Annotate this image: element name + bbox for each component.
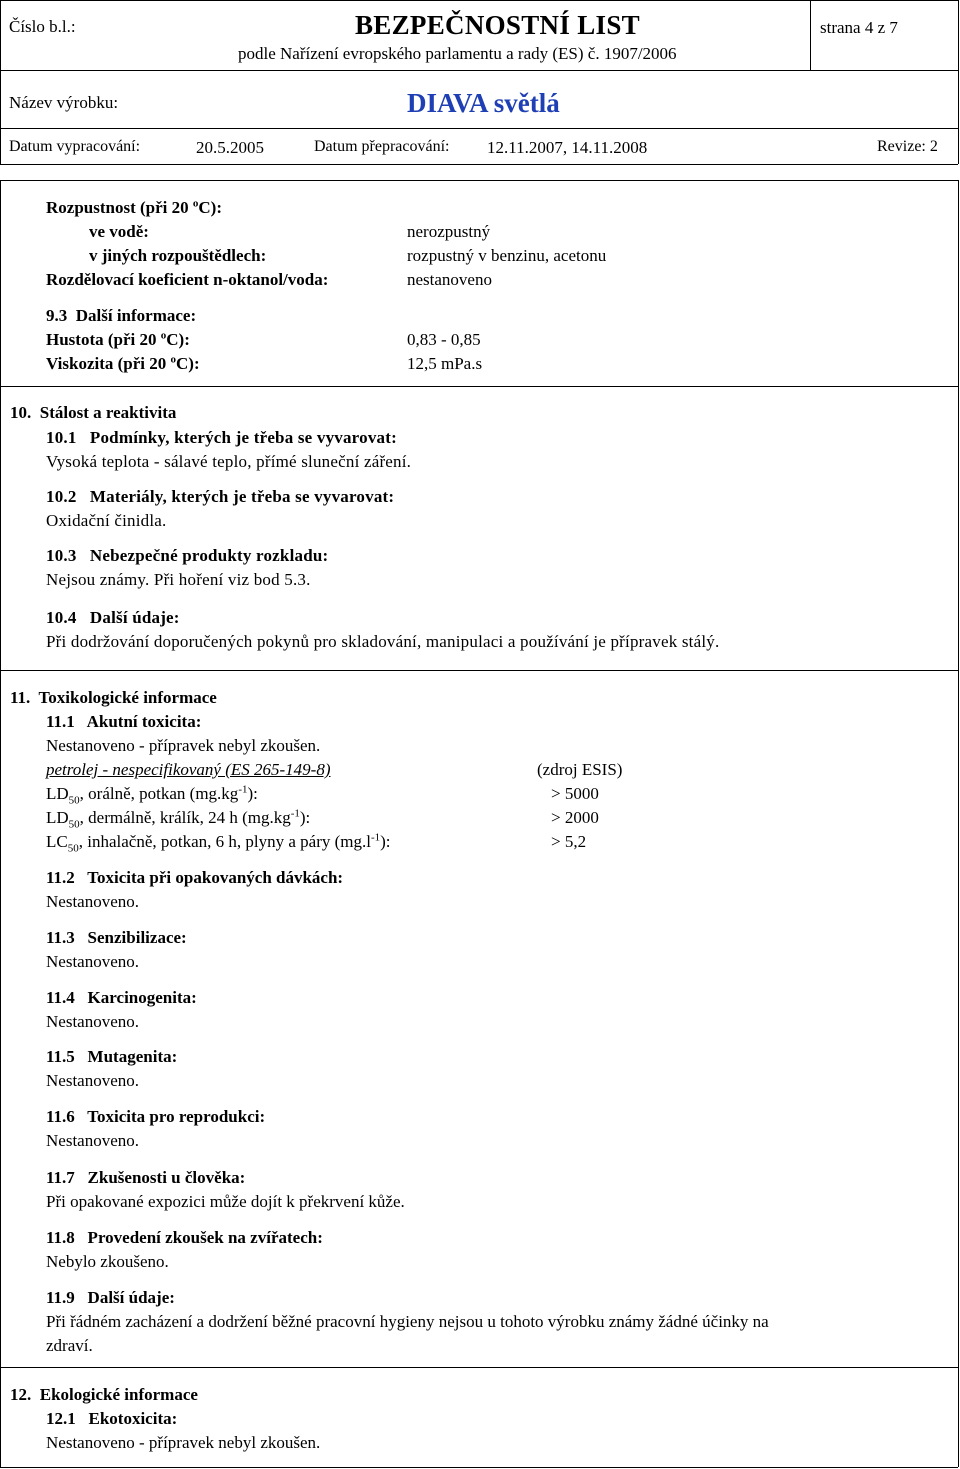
ld50-oral-label: $LD_{50}$, orálně, potkan $(mg.kg^{-1})$: — [46, 783, 258, 807]
section-11-3-text: Nestanoveno. — [46, 952, 140, 971]
section-11-1-title: 11.1 Akutní toxicita: — [46, 712, 202, 731]
substance-name: petrolej - nespecifikovaný (ES 265-149-8) — [46, 760, 331, 779]
section-11-8-text: Nebylo zkoušeno. — [46, 1252, 169, 1271]
section-11-8-title: 11.8 Provedení zkoušek na zvířatech: — [46, 1228, 323, 1247]
prepared-date: 20.5.2005 — [196, 138, 264, 157]
revised-label: Datum přepracování: — [314, 138, 450, 155]
partition-value: nestanoveno — [407, 270, 492, 289]
lc50-inhal-label: $LC_{50}$, inhalačně, potkan, 6 h, plyny a páry $(mg.l^{-1})$: — [46, 831, 391, 855]
ld50-dermal-label: $LD_{50}$, dermálně, králík, 24 h $(mg.kg^{-1})$: — [46, 807, 311, 831]
ld50-dermal-value: > 2000 — [551, 808, 599, 827]
section-11-5-text: Nestanoveno. — [46, 1071, 140, 1090]
section-12-1-title: 12.1 Ekotoxicita: — [46, 1409, 178, 1428]
section-10-1-title: 10.1 Podmínky, kterých je třeba se vyvarovat: — [46, 428, 397, 447]
section-10-3-text: Nejsou známy. Při hoření viz bod 5.3. — [46, 570, 311, 589]
section-10-title: 10. Stálost a reaktivita — [10, 403, 177, 422]
section-12-1-text: Nestanoveno - přípravek nebyl zkoušen. — [46, 1433, 321, 1452]
section-11-9-text: Při řádném zacházení a dodržení běžné pracovní hygieny nejsou u tohoto výrobku známy žádné účinky na — [46, 1312, 769, 1331]
water-label: ve vodě: — [89, 222, 149, 241]
revised-dates: 12.11.2007, 14.11.2008 — [487, 138, 648, 157]
density-value: 0,83 - 0,85 — [407, 330, 481, 349]
section-11-title: 11. Toxikologické informace — [10, 688, 217, 707]
section-11-5-title: 11.5 Mutagenita: — [46, 1047, 178, 1066]
product-label: Název výrobku: — [9, 93, 119, 112]
prepared-label: Datum vypracování: — [9, 138, 141, 155]
section-10-4-text: Při dodržování doporučených pokynů pro skladování, manipulaci a používání je přípravek stálý. — [46, 632, 720, 651]
product-name: DIAVA světlá — [407, 88, 560, 118]
section-11-4-title: 11.4 Karcinogenita: — [46, 988, 197, 1007]
doc-number-label: Číslo b.l.: — [9, 17, 76, 36]
section-11-2-title: 11.2 Toxicita při opakovaných dávkách: — [46, 868, 344, 887]
section-11-6-title: 11.6 Toxicita pro reprodukci: — [46, 1107, 266, 1126]
section-9-3-title: 9.3 Další informace: — [46, 306, 197, 325]
revision: Revize: 2 — [877, 138, 938, 155]
solvents-value: rozpustný v benzinu, acetonu — [407, 246, 607, 265]
page-info: strana 4 z 7 — [820, 18, 898, 37]
section-11-9-title: 11.9 Další údaje: — [46, 1288, 175, 1307]
section-11-4-text: Nestanoveno. — [46, 1012, 140, 1031]
document-subtitle: podle Nařízení evropského parlamentu a rady (ES) č. 1907/2006 — [238, 44, 677, 63]
section-12-title: 12. Ekologické informace — [10, 1385, 198, 1404]
section-10-1-text: Vysoká teplota - sálavé teplo, přímé sluneční záření. — [46, 452, 412, 471]
ld50-oral-value: > 5000 — [551, 784, 599, 803]
lc50-inhal-value: > 5,2 — [551, 832, 587, 851]
section-10-2-text: Oxidační činidla. — [46, 511, 167, 530]
density-label: Hustota (při 20 $^o$C): — [46, 329, 190, 349]
viscosity-label: Viskozita (při 20 $^o$C): — [46, 353, 200, 373]
section-11-7-title: 11.7 Zkušenosti u člověka: — [46, 1168, 246, 1187]
partition-label: Rozdělovací koeficient n-oktanol/voda: — [46, 270, 329, 289]
document-title: BEZPEČNOSTNÍ LIST — [355, 10, 640, 40]
solubility-title: Rozpustnost (při 20 $^o$C): — [46, 197, 222, 217]
water-value: nerozpustný — [407, 222, 491, 241]
section-11-2-text: Nestanoveno. — [46, 892, 140, 911]
section-11-1-text: Nestanoveno - přípravek nebyl zkoušen. — [46, 736, 321, 755]
data-source: (zdroj ESIS) — [537, 760, 623, 779]
section-11-9-text-cont: zdraví. — [46, 1336, 93, 1355]
section-10-4-title: 10.4 Další údaje: — [46, 608, 180, 627]
viscosity-value: 12,5 mPa.s — [407, 354, 483, 373]
section-11-3-title: 11.3 Senzibilizace: — [46, 928, 187, 947]
solvents-label: v jiných rozpouštědlech: — [89, 246, 267, 265]
section-11-7-text: Při opakované expozici může dojít k překrvení kůže. — [46, 1192, 405, 1211]
section-10-2-title: 10.2 Materiály, kterých je třeba se vyvarovat: — [46, 487, 395, 506]
section-10-3-title: 10.3 Nebezpečné produkty rozkladu: — [46, 546, 329, 565]
section-11-6-text: Nestanoveno. — [46, 1131, 140, 1150]
